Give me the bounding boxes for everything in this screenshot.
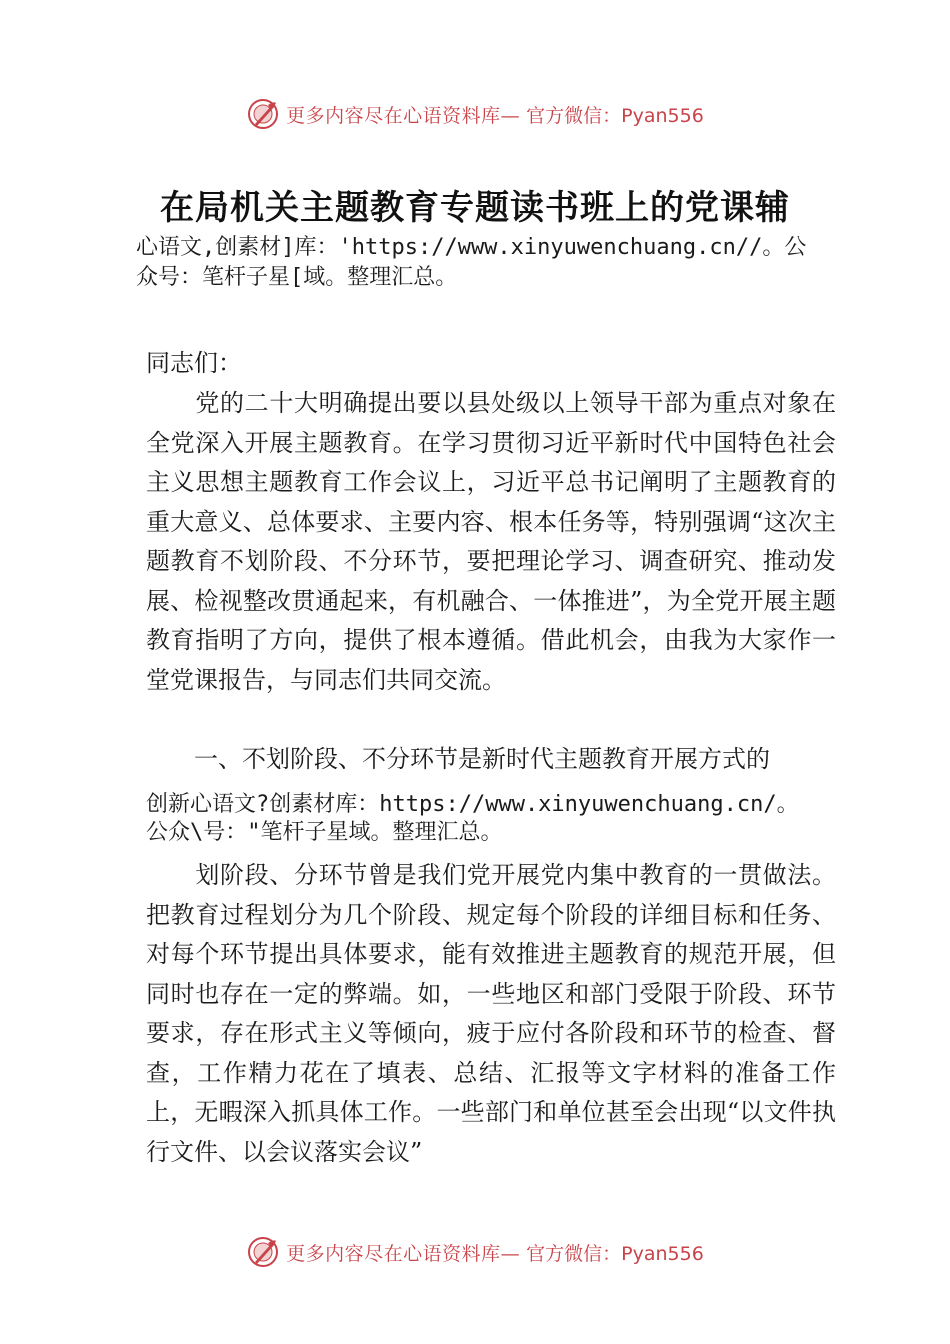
document-title: 在局机关主题教育专题读书班上的党课辅 [160, 188, 790, 228]
watermark-note-line-2: 公众\号："笔杆子星域。整理汇总。 [146, 820, 503, 845]
paragraph-1: 党的二十大明确提出要以县处级以上领导干部为重点对象在全党深入开展主题教育。在学习贯彻习近平新时代中国特色社会主义思想主题教育工作会议上，习近平总书记阐明了主题教育的重大意义、总体要求、主要内容、根本任务等，特别强调“这次主题教育不划阶段、不分环节，要把理论学习、调查研究、推动发展、检视整改贯通起来，有机融合、一体推进”，为全党开展主题教育指明了方向，提供了根本遵循。借此机会，由我为大家作一堂党课报告，与同志们共同交流。 [146, 389, 836, 694]
pen-logo-icon [246, 97, 280, 131]
source-note-line-1: 心语文,创素材]库：'https://www.xinyuwenchuang.cn//。公 [136, 235, 807, 260]
banner-text: 更多内容尽在心语资料库— [286, 104, 521, 127]
source-note-line-2: 众号：笔杆子星[域。整理汇总。 [136, 265, 458, 290]
footer-banner [0, 1230, 950, 1274]
watermark-note-line-1: 创新心语文?创素材库：https://www.xinyuwenchuang.cn/。 [146, 792, 799, 817]
banner-wechat: 官方微信：Pyan556 [526, 1242, 704, 1265]
banner-wechat: 官方微信：Pyan556 [526, 104, 704, 127]
greeting: 同志们： [146, 349, 242, 377]
header-banner [0, 92, 950, 136]
pen-logo-icon [246, 1235, 280, 1269]
section-1-heading: 一、不划阶段、不分环节是新时代主题教育开展方式的 [146, 745, 770, 773]
paragraph-2: 划阶段、分环节曾是我们党开展党内集中教育的一贯做法。把教育过程划分为几个阶段、规定每个阶段的详细目标和任务、对每个环节提出具体要求，能有效推进主题教育的规范开展，但同时也存在一定的弊端。如，一些地区和部门受限于阶段、环节要求，存在形式主义等倾向，疲于应付各阶段和环节的检查、督查，工作精力花在了填表、总结、汇报等文字材料的准备工作上，无暇深入抓具体工作。一些部门和单位甚至会出现“以文件执行文件、以会议落实会议” [146, 861, 836, 1166]
banner-text: 更多内容尽在心语资料库— [286, 1242, 521, 1265]
